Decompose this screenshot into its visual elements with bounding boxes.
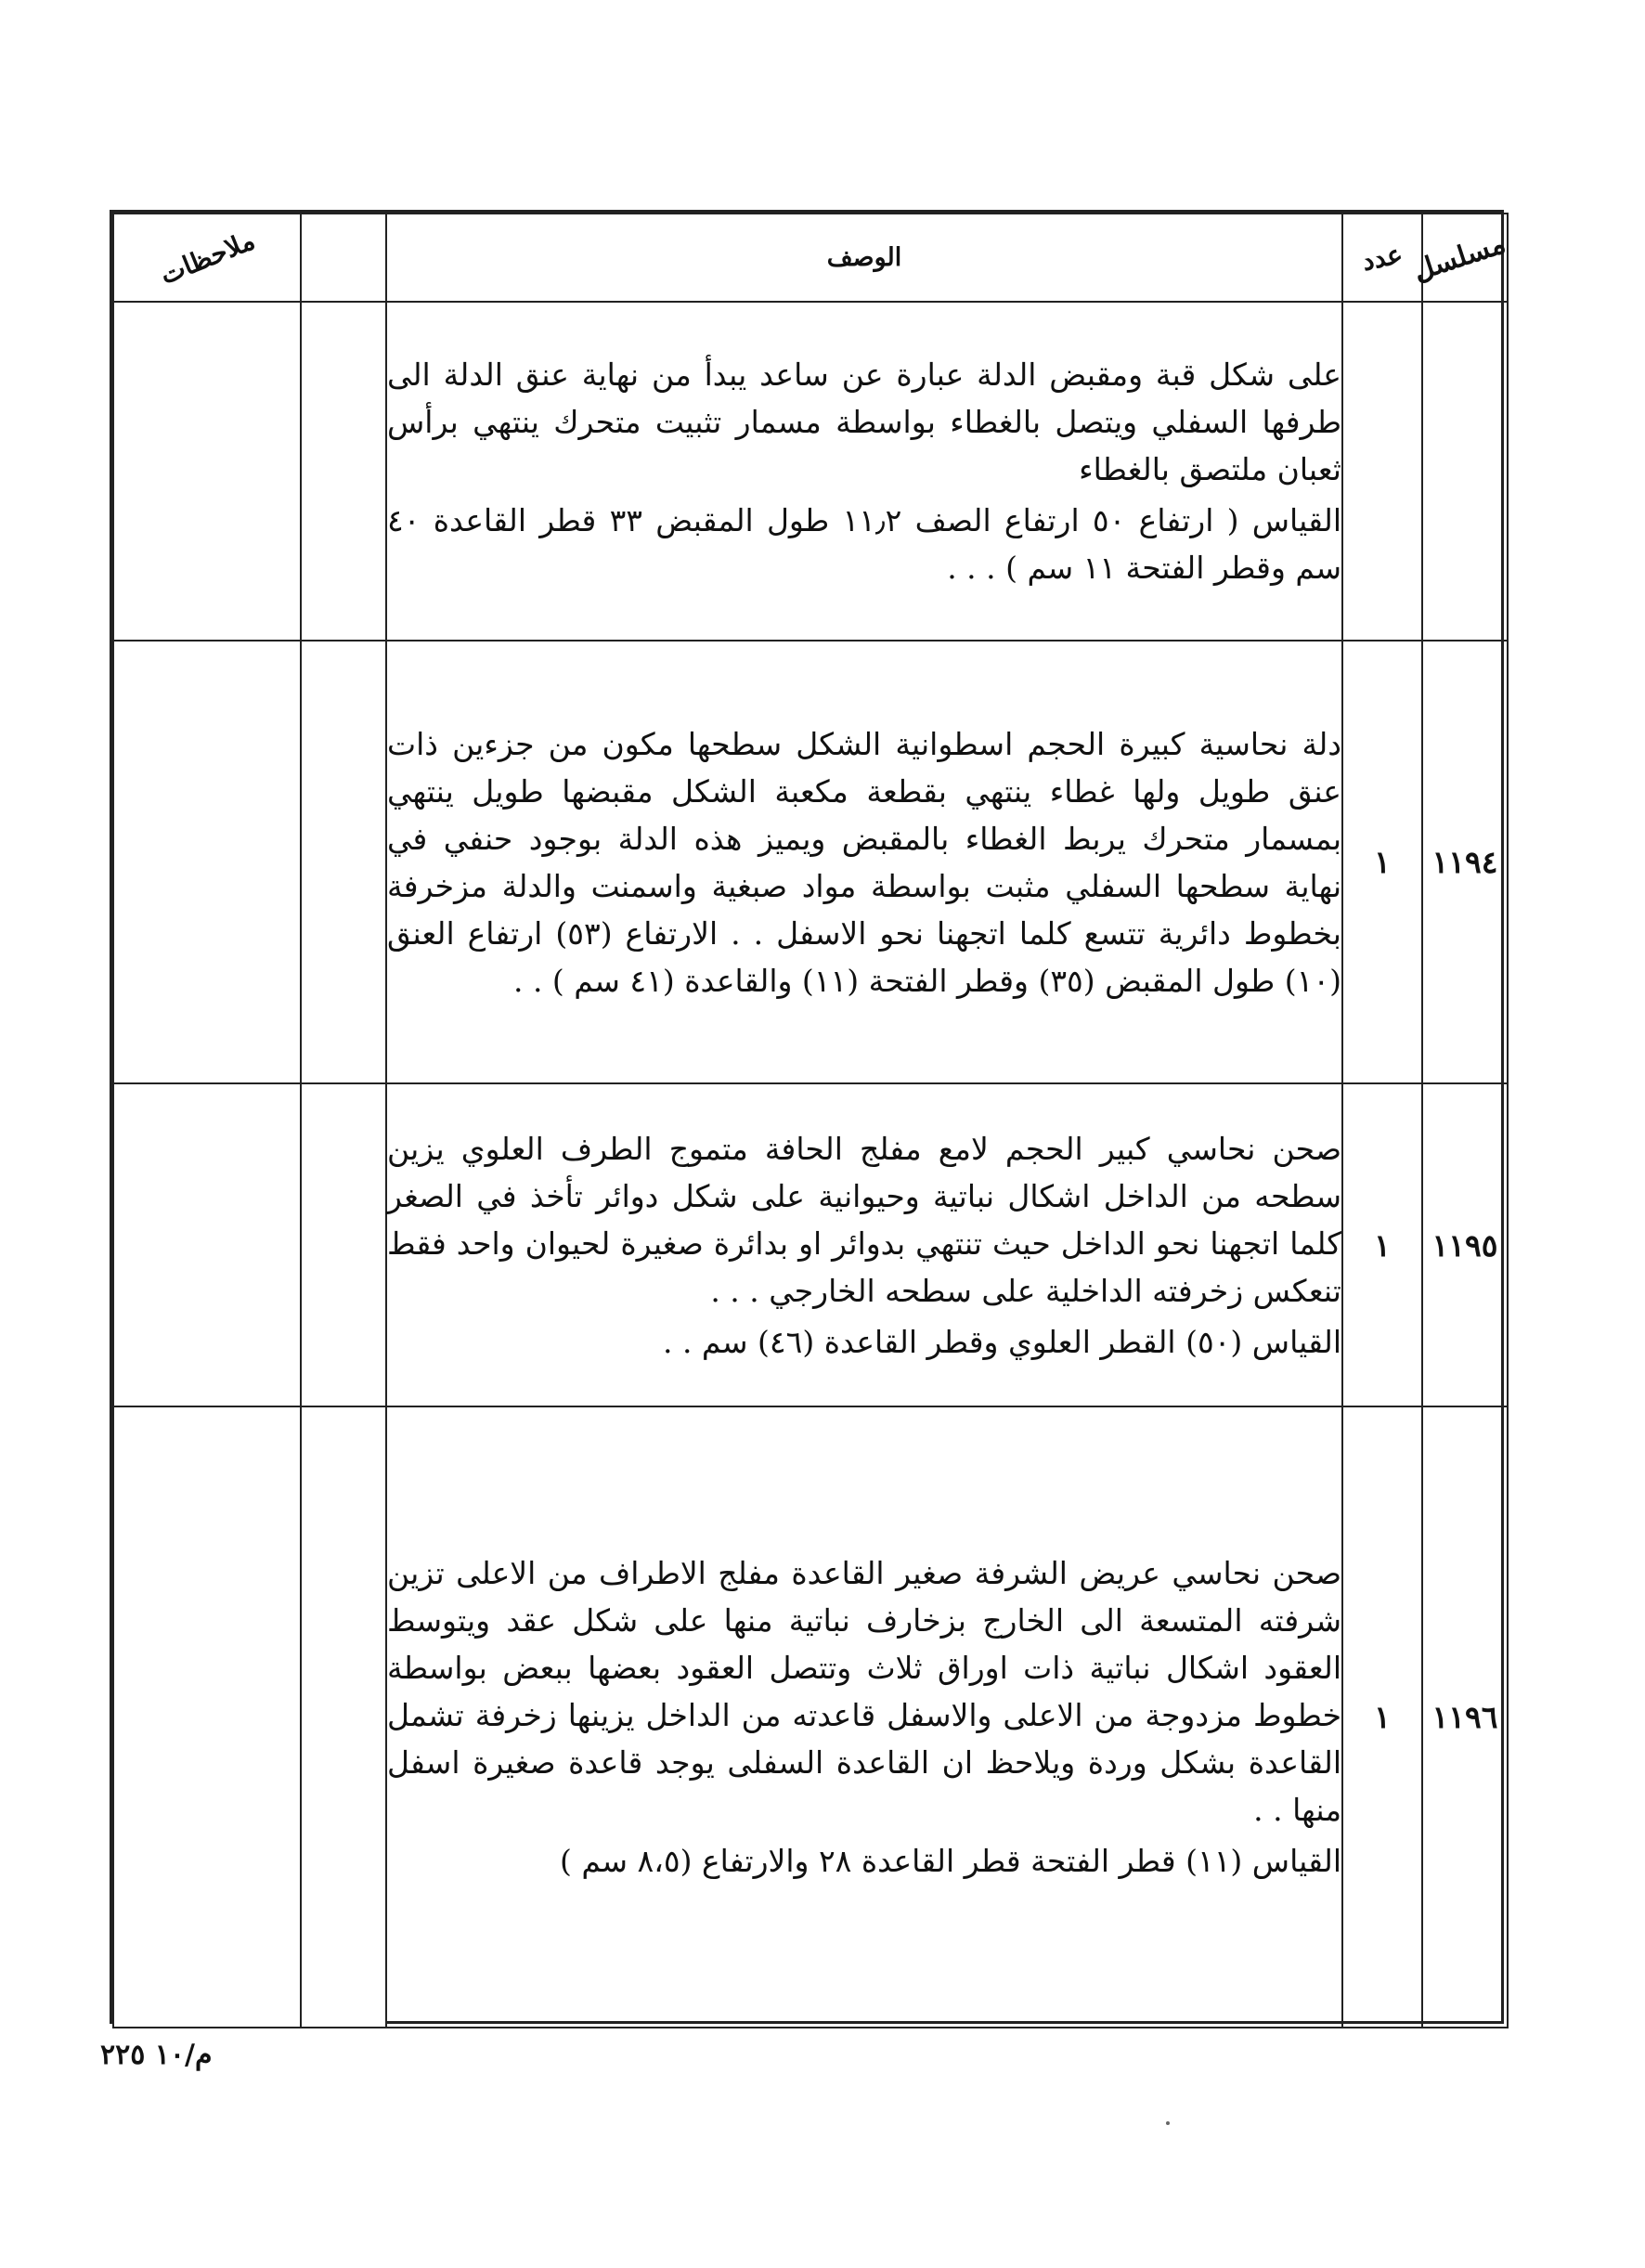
count-cell: ١ <box>1342 1406 1422 2028</box>
description-text: صحن نحاسي كبير الحجم لامع مفلج الحافة متموج الطرف العلوي يزين سطحه من الداخل اشكال نباتية وحيوانية على شكل دوائر تأخذ في الصغر كلما اتجهنا نحو الداخل حيث تنتهي بدوائر او بدائرة صغيرة لحيوان واحد فقط تنعكس زخرفته الداخلية على سطحه الخارجي . . . <box>387 1130 1341 1309</box>
description-cell <box>386 1406 1342 2028</box>
header-gap <box>301 214 386 302</box>
page-reference: م/١٠ ٢٢٥ <box>100 2039 213 2071</box>
measurement-text: القياس (١١) قطر الفتحة قطر القاعدة ٢٨ والارتفاع (٨،٥ سم ) <box>560 1843 1341 1879</box>
gap-cell <box>301 1083 386 1406</box>
header-serial: مسلسل <box>1422 214 1508 302</box>
scan-speck <box>1166 2121 1170 2125</box>
table-header-row <box>113 214 1508 302</box>
table-row <box>113 1083 1508 1406</box>
notes-cell <box>113 1083 301 1406</box>
gap-cell <box>301 302 386 641</box>
inventory-table <box>112 213 1509 2028</box>
description-cell <box>386 1083 1342 1406</box>
description-cell <box>386 302 1342 641</box>
description-cell <box>386 641 1342 1083</box>
description-text: صحن نحاسي عريض الشرفة صغير القاعدة مفلج الاطراف من الاعلى تزين شرفته المتسعة الى الخارج بزخارف نباتية منها على شكل عقد ويتوسط العقود اشكال نباتية ذات اوراق ثلاث وتتصل العقود بعضها ببعض بواسطة خطوط مزدوجة من الاعلى والاسفل قاعدته من الداخل يزينها زخرفة تشمل القاعدة بشكل وردة ويلاحظ ان القاعدة السفلى يوجد قاعدة صغيرة اسفل منها . . <box>387 1555 1341 1828</box>
count-cell <box>1342 302 1422 641</box>
serial-cell <box>1422 302 1508 641</box>
table-row <box>113 302 1508 641</box>
serial-cell: ١١٩٦ <box>1422 1406 1508 2028</box>
serial-cell: ١١٩٤ <box>1422 641 1508 1083</box>
measurement-text: القياس ( ارتفاع ٥٠ ارتفاع الصف ١١٫٢ طول المقبض ٣٣ قطر القاعدة ٤٠ سم وقطر الفتحة ١١ سم ) . . . <box>387 502 1341 586</box>
table-row <box>113 1406 1508 2028</box>
header-count: عدد <box>1342 214 1422 302</box>
gap-cell <box>301 641 386 1083</box>
description-text: على شكل قبة ومقبض الدلة عبارة عن ساعد يبدأ من نهاية عنق الدلة الى طرفها السفلي ويتصل بالغطاء بواسطة مسمار تثبيت متحرك ينتهي برأس ثعبان ملتصق بالغطاء <box>387 356 1341 487</box>
notes-cell <box>113 641 301 1083</box>
count-cell: ١ <box>1342 641 1422 1083</box>
measurement-text: القياس (٥٠) القطر العلوي وقطر القاعدة (٤٦) سم . . <box>662 1323 1341 1360</box>
description-text: دلة نحاسية كبيرة الحجم اسطوانية الشكل سطحها مكون من جزءين ذات عنق طويل ولها غطاء ينتهي بقطعة مكعبة الشكل مقبضها طويل ينتهي بمسمار متحرك يربط الغطاء بالمقبض ويميز هذه الدلة بوجود حنفي في نهاية سطحها السفلي مثبت بواسطة مواد صبغية واسمنت والدلة مزخرفة بخطوط دائرية تتسع كلما اتجهنا نحو الاسفل . . الارتفاع (٥٣) ارتفاع العنق (١٠) طول المقبض (٣٥) وقطر الفتحة (١١) والقاعدة (٤١ سم ) . . <box>387 725 1341 999</box>
serial-cell: ١١٩٥ <box>1422 1083 1508 1406</box>
count-cell: ١ <box>1342 1083 1422 1406</box>
gap-cell <box>301 1406 386 2028</box>
header-notes: ملاحظات <box>113 214 301 302</box>
notes-cell <box>113 302 301 641</box>
inventory-table-frame <box>110 210 1509 2024</box>
table-row <box>113 641 1508 1083</box>
notes-cell <box>113 1406 301 2028</box>
header-description: الوصف <box>386 214 1342 302</box>
